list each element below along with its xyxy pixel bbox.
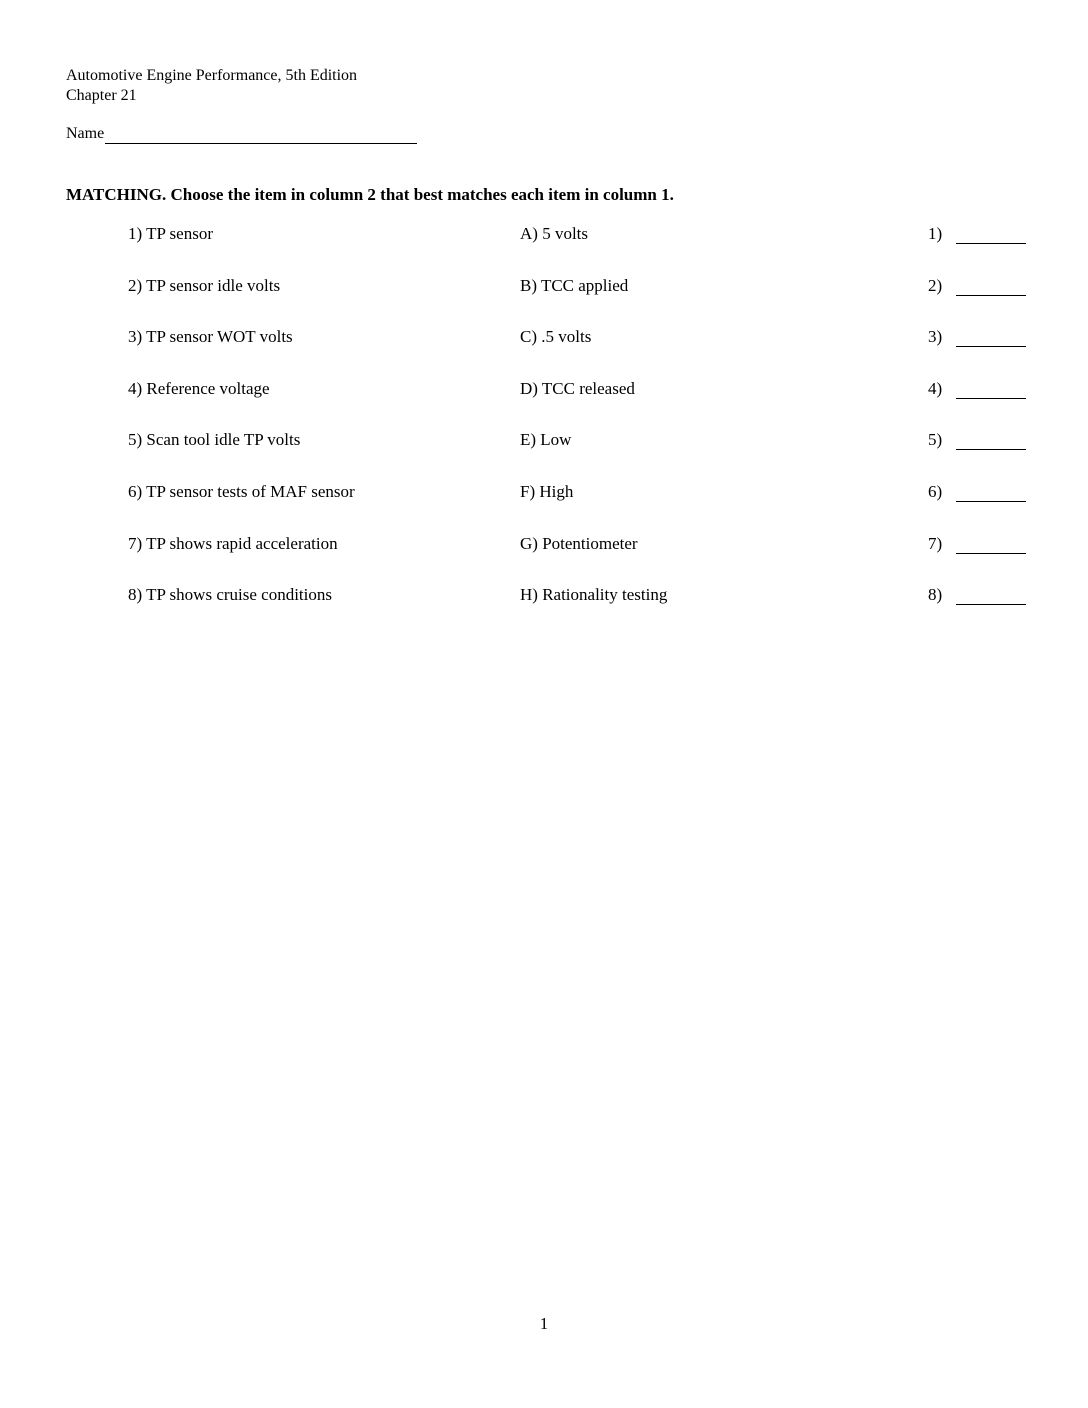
matching-row <box>0 325 1088 377</box>
matching-row <box>0 274 1088 326</box>
matching-row <box>0 583 1088 635</box>
column2-item: B) TCC applied <box>520 275 629 295</box>
answer-number: 2) <box>928 275 943 295</box>
column2-item: C) .5 volts <box>520 327 592 347</box>
column1-item: 8) TP shows cruise conditions <box>128 585 332 605</box>
column2-item: F) High <box>520 481 574 501</box>
name-label: Name <box>66 125 105 142</box>
answer-blank[interactable] <box>956 243 1026 244</box>
answer-blank[interactable] <box>956 295 1026 296</box>
matching-row <box>0 428 1088 480</box>
column2-item: G) Potentiometer <box>520 533 638 553</box>
matching-row <box>0 222 1088 274</box>
answer-number: 5) <box>928 430 943 450</box>
answer-number: 1) <box>928 224 943 243</box>
answer-blank[interactable] <box>956 553 1026 554</box>
answer-blank[interactable] <box>956 604 1026 605</box>
matching-instructions: MATCHING. Choose the item in column 2 that best matches each item in column 1. <box>66 185 674 204</box>
answer-number: 3) <box>928 327 943 347</box>
matching-row <box>0 377 1088 429</box>
answer-number: 7) <box>928 533 943 553</box>
answer-blank[interactable] <box>956 501 1026 502</box>
answer-number: 8) <box>928 585 943 605</box>
column1-item: 4) Reference voltage <box>128 378 270 398</box>
matching-row <box>0 532 1088 584</box>
name-row <box>66 124 417 144</box>
document-header <box>66 66 357 106</box>
column1-item: 3) TP sensor WOT volts <box>128 327 293 347</box>
column2-item: H) Rationality testing <box>520 585 668 605</box>
column2-item: D) TCC released <box>520 378 635 398</box>
page-number: 1 <box>539 1314 549 1333</box>
column2-item: E) Low <box>520 430 572 450</box>
column2-item: A) 5 volts <box>520 224 588 243</box>
book-title: Automotive Engine Performance, 5th Edition <box>66 67 358 84</box>
answer-number: 4) <box>928 378 943 398</box>
column1-item: 5) Scan tool idle TP volts <box>128 430 301 450</box>
chapter-title: Chapter 21 <box>66 87 137 104</box>
column1-item: 1) TP sensor <box>128 224 213 243</box>
matching-rows <box>0 222 1088 635</box>
column1-item: 6) TP sensor tests of MAF sensor <box>128 481 355 501</box>
answer-blank[interactable] <box>956 449 1026 450</box>
column1-item: 2) TP sensor idle volts <box>128 275 281 295</box>
column1-item: 7) TP shows rapid acceleration <box>128 533 338 553</box>
answer-blank[interactable] <box>956 346 1026 347</box>
name-field-line[interactable] <box>105 125 417 144</box>
answer-blank[interactable] <box>956 398 1026 399</box>
answer-number: 6) <box>928 481 943 501</box>
matching-row <box>0 480 1088 532</box>
